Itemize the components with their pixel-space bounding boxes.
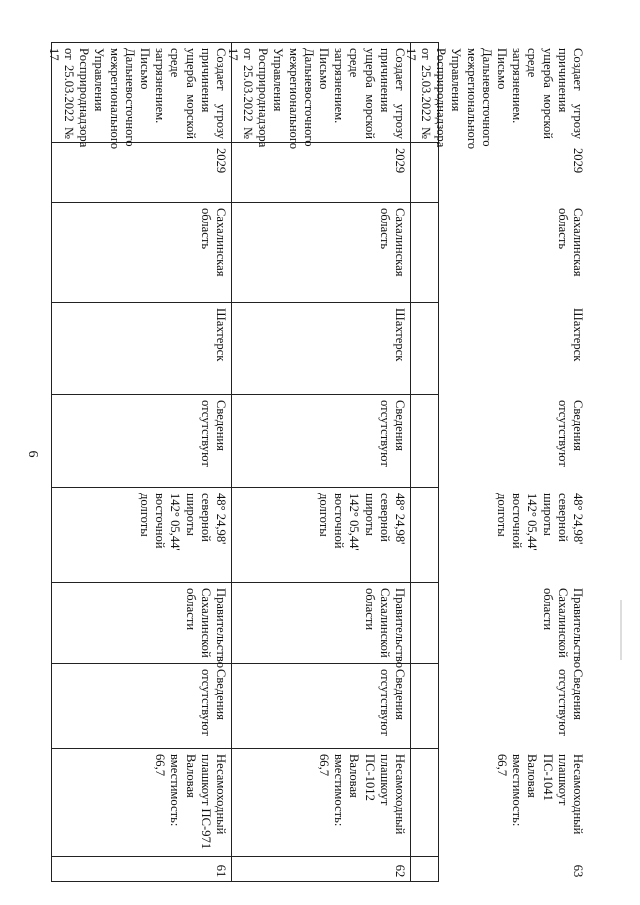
cell-note: [403, 43, 585, 150]
locality-text: Шахтерск: [571, 308, 585, 362]
year-text: 2029: [393, 148, 407, 174]
table-row: [46, 43, 232, 881]
region-text: Сахалинская область: [198, 208, 228, 277]
cell-authority: [52, 583, 231, 669]
cell-coordinates: [411, 488, 585, 583]
owner-text: Сведения отсутствуют: [555, 669, 585, 736]
table-row: [225, 43, 411, 881]
cell-row-number: [411, 857, 585, 881]
cell-region: [411, 203, 585, 303]
cell-year: [232, 143, 410, 203]
info-text: Сведения отсутствуют: [377, 400, 407, 467]
cell-note: [225, 43, 410, 150]
cell-locality: [52, 303, 231, 395]
cell-year: [411, 143, 585, 203]
authority-text: Правительство Сахалинской области: [540, 588, 585, 669]
info-text: Сведения отсутствуют: [555, 400, 585, 467]
row-number: 61: [214, 864, 228, 878]
coordinates-text: 48° 24,98' северной широты 142° 05,44' восточной долготы: [494, 493, 585, 551]
row-number: 62: [393, 864, 407, 878]
cell-authority: [232, 583, 410, 669]
vessels-table: [46, 42, 585, 882]
page-number: 6: [25, 450, 40, 458]
vessel-name-text: Несамоходный плашкоут ПС-971 Валовая вместимость: 66,7: [153, 754, 228, 850]
locality-text: Шахтерск: [393, 308, 407, 362]
cell-coordinates: [52, 488, 231, 583]
row-number: 63: [571, 864, 585, 878]
cell-year: [52, 143, 231, 203]
coordinates-text: 48° 24,98' северной широты 142° 05,44' восточной долготы: [137, 493, 228, 551]
cell-info: [52, 395, 231, 488]
cell-info: [232, 395, 410, 488]
note-text: Создает угрозу причинения ущерба морской среде загрязнением. Письмо Дальневосточного межрегионального Управления Росприроднадзора от 25.03.2022 № 17: [46, 48, 228, 150]
cell-region: [52, 203, 231, 303]
cell-vessel-name: [52, 749, 231, 857]
cell-locality: [232, 303, 410, 395]
cell-vessel-name: [411, 749, 585, 857]
locality-text: Шахтерск: [214, 308, 228, 362]
cell-region: [232, 203, 410, 303]
year-text: 2029: [214, 148, 228, 174]
cell-row-number: [232, 857, 410, 881]
region-text: Сахалинская область: [555, 208, 585, 277]
cell-owner: [411, 664, 585, 749]
info-text: Сведения отсутствуют: [198, 400, 228, 467]
region-text: Сахалинская область: [377, 208, 407, 277]
coordinates-text: 48° 24,98' северной широты 142° 05,44' восточной долготы: [316, 493, 407, 551]
authority-text: Правительство Сахалинской области: [362, 588, 407, 669]
cell-authority: [411, 583, 585, 669]
note-text: Создает угрозу причинения ущерба морской среде загрязнением. Письмо Дальневосточного межрегионального Управления Росприроднадзора от 25.03.2022 № 17: [403, 48, 585, 150]
cell-owner: [232, 664, 410, 749]
cell-owner: [52, 664, 231, 749]
vessel-name-text: Несамоходный плашкоут ПС-1041 Валовая вместимость: 66,7: [494, 754, 585, 835]
note-text: Создает угрозу причинения ущерба морской среде загрязнением. Письмо Дальневосточного межрегионального Управления Росприроднадзора от 25.03.2022 № 17: [225, 48, 407, 150]
cell-coordinates: [232, 488, 410, 583]
cell-note: [46, 43, 231, 150]
owner-text: Сведения отсутствуют: [198, 669, 228, 736]
cell-vessel-name: [232, 749, 410, 857]
table-row: [403, 43, 585, 881]
owner-text: Сведения отсутствуют: [377, 669, 407, 736]
cell-locality: [411, 303, 585, 395]
cell-info: [411, 395, 585, 488]
cell-row-number: [52, 857, 231, 881]
vessel-name-text: Несамоходный плашкоут ПС-1012 Валовая вместимость: 66,7: [316, 754, 407, 835]
authority-text: Правительство Сахалинской области: [183, 588, 228, 669]
scan-edge-mark: [620, 600, 622, 660]
year-text: 2029: [571, 148, 585, 174]
